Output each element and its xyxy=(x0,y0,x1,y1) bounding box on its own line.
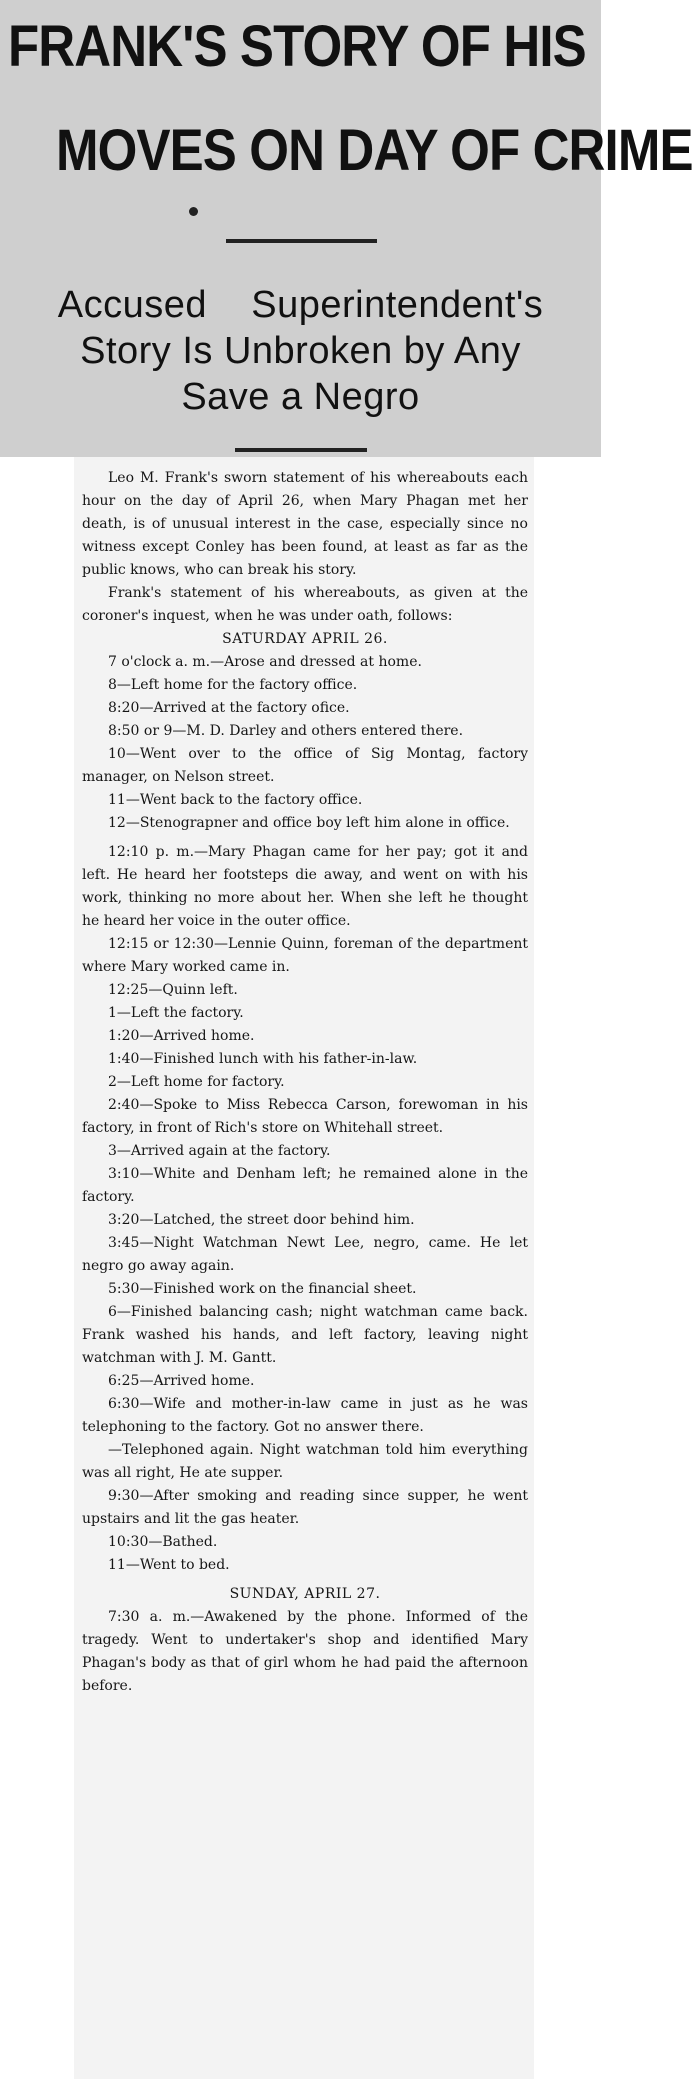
timeline-entry: 9:30—After smoking and reading since supper, he went upstairs and lit the gas heater. xyxy=(82,1488,528,1527)
timeline-entry: 5:30—Finished work on the financial sheet. xyxy=(108,1281,417,1297)
timeline-entry: 12:25—Quinn left. xyxy=(108,982,238,998)
timeline-entry: —Telephoned again. Night watchman told him everything was all right, He ate supper. xyxy=(82,1442,528,1481)
timeline-entry: 6—Finished balancing cash; night watchman came back. Frank washed his hands, and left factory, leaving night watchman with J. M. Gantt. xyxy=(82,1304,528,1366)
timeline-entry: 12:15 or 12:30—Lennie Quinn, foreman of the department where Mary worked came in. xyxy=(82,936,528,975)
subhead-line-1: Accused Superintendent's xyxy=(57,284,544,326)
timeline-entry: 11—Went to bed. xyxy=(108,1557,230,1573)
timeline-entry: 8:50 or 9—M. D. Darley and others entered there. xyxy=(108,723,464,739)
timeline-entry: 8—Left home for the factory office. xyxy=(108,677,358,693)
subhead-divider xyxy=(235,448,367,452)
article-intro: Leo M. Frank's sworn statement of his whereabouts each hour on the day of April 26, when Mary Phagan met her death, is of unusual interest in the case, especially since no witness except Conley has been found, at least as far as the public knows, who can break his story. xyxy=(82,470,528,578)
headline-line-2: MOVES ON DAY OF CRIME xyxy=(56,118,693,183)
timeline-entry: 12—Stenograpner and office boy left him alone in office. xyxy=(108,815,510,831)
timeline-entry: 6:25—Arrived home. xyxy=(108,1373,255,1389)
subhead-line-3: Save a Negro xyxy=(181,376,420,418)
timeline-entry: 2—Left home for factory. xyxy=(108,1074,285,1090)
section-heading-sunday: SUNDAY, APRIL 27. xyxy=(229,1586,381,1602)
headline-line-1: FRANK'S STORY OF HIS xyxy=(8,14,586,79)
timeline-entry: 10:30—Bathed. xyxy=(108,1534,218,1550)
timeline-entry: 3:10—White and Denham left; he remained alone in the factory. xyxy=(82,1166,528,1205)
timeline-entry: 1:40—Finished lunch with his father-in-law. xyxy=(108,1051,418,1067)
timeline-entry: 12:10 p. m.—Mary Phagan came for her pay; got it and left. He heard her footsteps die away, and went on with his work, thinking no more about her. When she left he thought he heard her voice in the outer office. xyxy=(82,844,528,929)
timeline-entry: 1:20—Arrived home. xyxy=(108,1028,255,1044)
timeline-entry: 7:30 a. m.—Awakened by the phone. Informed of the tragedy. Went to undertaker's shop and identified Mary Phagan's body as that of girl whom he had paid the afternoon before. xyxy=(82,1609,528,1694)
timeline-entry: 3—Arrived again at the factory. xyxy=(108,1143,331,1159)
timeline-entry: 3:20—Latched, the street door behind him. xyxy=(108,1212,415,1228)
article-preface: Frank's statement of his whereabouts, as given at the coroner's inquest, when he was under oath, follows: xyxy=(82,585,528,624)
section-heading-saturday: SATURDAY APRIL 26. xyxy=(222,631,388,647)
timeline-entry: 10—Went over to the office of Sig Montag, factory manager, on Nelson street. xyxy=(82,746,528,785)
timeline-entry: 3:45—Night Watchman Newt Lee, negro, came. He let negro go away again. xyxy=(82,1235,528,1274)
timeline-entry: 8:20—Arrived at the factory ofice. xyxy=(108,700,350,716)
subhead-line-2: Story Is Unbroken by Any xyxy=(80,330,521,372)
article-column xyxy=(74,457,534,2079)
headline-block xyxy=(0,0,693,457)
timeline-entry: 11—Went back to the factory office. xyxy=(108,792,363,808)
timeline-entry: 7 o'clock a. m.—Arose and dressed at home. xyxy=(108,654,422,670)
timeline-entry: 6:30—Wife and mother-in-law came in just as he was telephoning to the factory. Got no answer there. xyxy=(82,1396,528,1435)
timeline-entry: 1—Left the factory. xyxy=(108,1005,244,1021)
headline-divider xyxy=(226,239,377,243)
timeline-entry: 2:40—Spoke to Miss Rebecca Carson, forewoman in his factory, in front of Rich's store on Whitehall street. xyxy=(82,1097,528,1136)
ornament-dot xyxy=(189,207,198,216)
